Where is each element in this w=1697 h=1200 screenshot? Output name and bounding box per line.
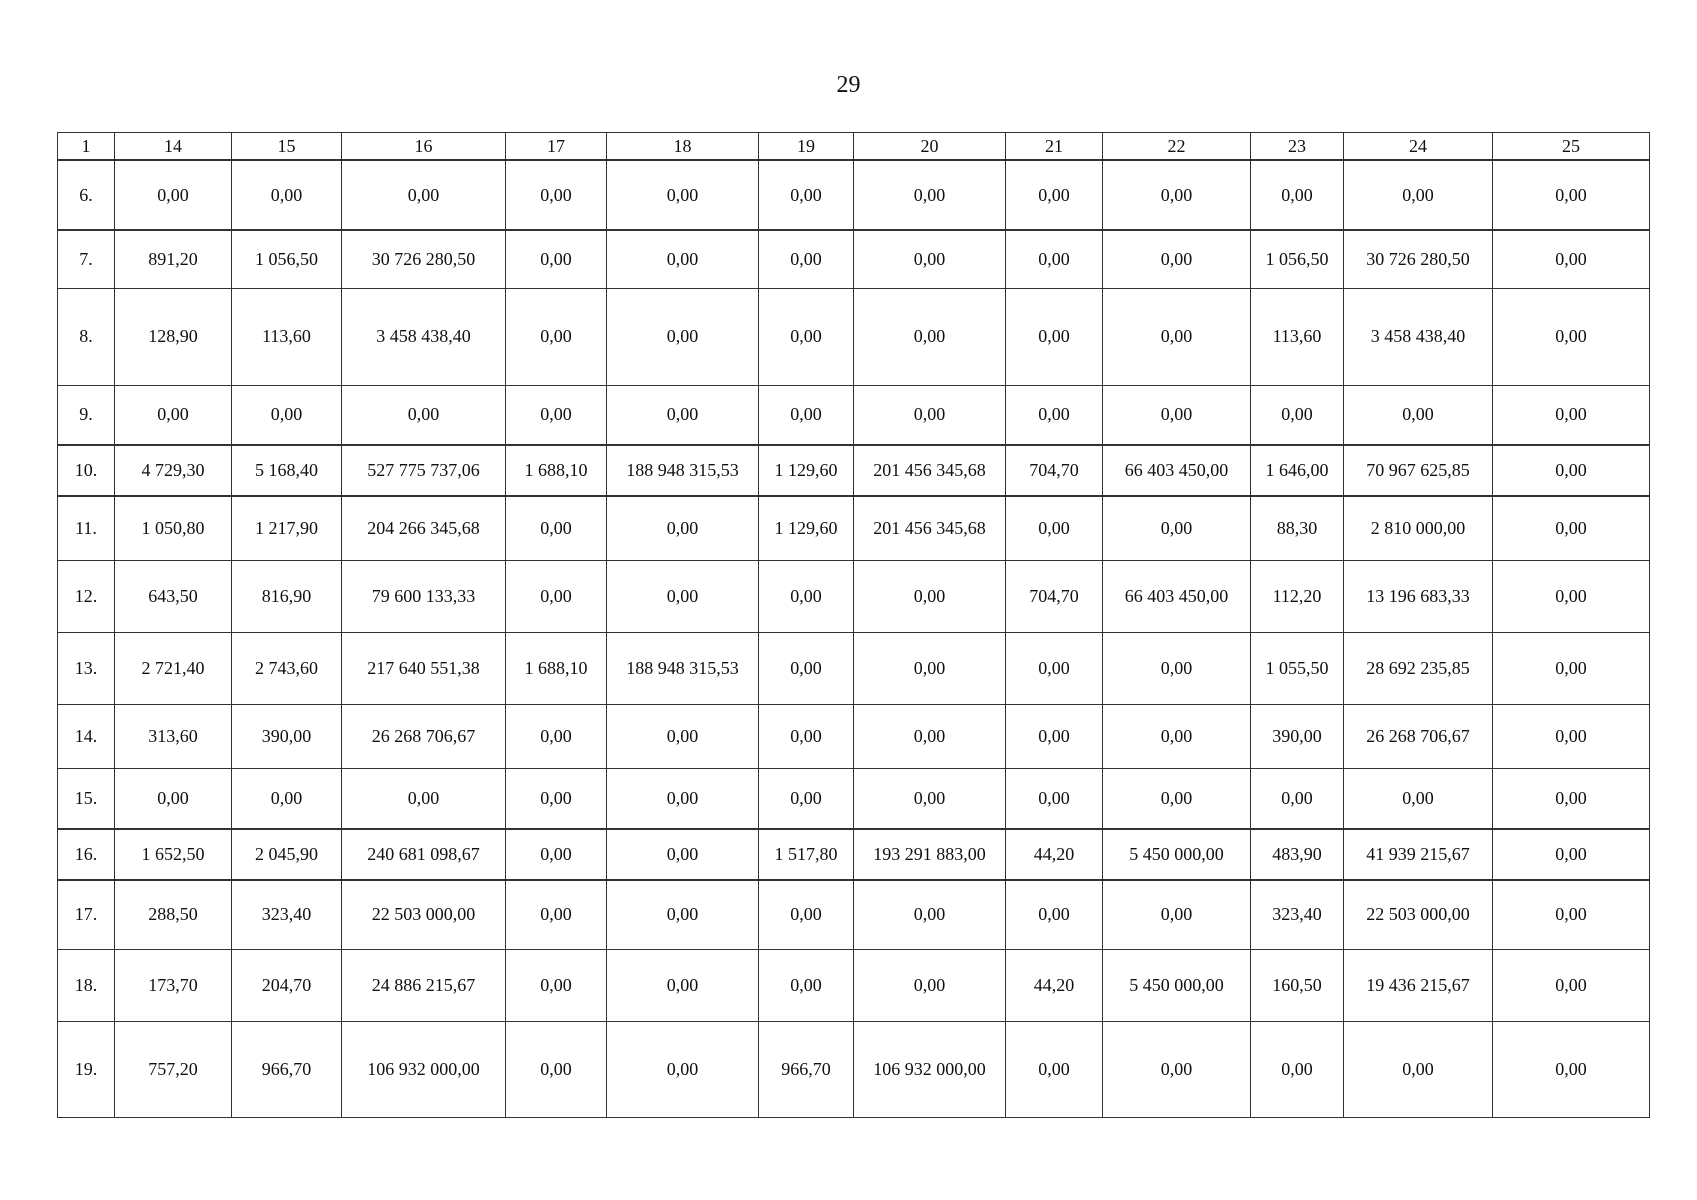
table-cell: 0,00 [854,385,1006,445]
row-number-cell: 9. [58,385,115,445]
table-cell: 891,20 [115,230,232,288]
page-number: 29 [836,72,861,98]
table-cell: 0,00 [1103,288,1251,385]
table-cell: 0,00 [1006,632,1103,704]
table-cell: 0,00 [854,632,1006,704]
table-cell: 188 948 315,53 [607,445,759,496]
table-cell: 1 129,60 [759,496,854,560]
table-cell: 0,00 [607,560,759,632]
table-cell: 0,00 [1251,768,1344,829]
table-cell: 188 948 315,53 [607,632,759,704]
table-cell: 30 726 280,50 [342,230,506,288]
column-header-24: 24 [1344,133,1493,161]
table-cell: 0,00 [1006,230,1103,288]
table-cell: 0,00 [1493,496,1650,560]
table-cell: 0,00 [854,560,1006,632]
table-cell: 22 503 000,00 [342,880,506,949]
table-cell: 30 726 280,50 [1344,230,1493,288]
table-row [58,632,1650,704]
row-number-cell: 7. [58,230,115,288]
table-cell: 128,90 [115,288,232,385]
table-row [58,949,1650,1021]
table-cell: 390,00 [232,704,342,768]
row-number-cell: 14. [58,704,115,768]
table-cell: 26 268 706,67 [1344,704,1493,768]
table-cell: 0,00 [1006,880,1103,949]
table-cell: 201 456 345,68 [854,496,1006,560]
row-number-cell: 16. [58,829,115,880]
table-cell: 1 646,00 [1251,445,1344,496]
table-row [58,880,1650,949]
table-cell: 0,00 [1344,385,1493,445]
column-header-14: 14 [115,133,232,161]
column-header-20: 20 [854,133,1006,161]
table-cell: 106 932 000,00 [342,1021,506,1117]
table-cell: 0,00 [1006,385,1103,445]
table-cell: 0,00 [854,949,1006,1021]
table-cell: 0,00 [342,385,506,445]
table-cell: 0,00 [1493,160,1650,230]
table-cell: 1 050,80 [115,496,232,560]
table-cell: 0,00 [1493,704,1650,768]
table-cell: 0,00 [759,880,854,949]
row-number-cell: 19. [58,1021,115,1117]
table-cell: 1 055,50 [1251,632,1344,704]
table-cell: 0,00 [506,230,607,288]
table-cell: 217 640 551,38 [342,632,506,704]
table-cell: 240 681 098,67 [342,829,506,880]
column-header-18: 18 [607,133,759,161]
table-cell: 106 932 000,00 [854,1021,1006,1117]
table-cell: 0,00 [1103,1021,1251,1117]
table-cell: 0,00 [1493,829,1650,880]
table-cell: 0,00 [232,160,342,230]
table-cell: 5 450 000,00 [1103,949,1251,1021]
column-header-17: 17 [506,133,607,161]
column-header-19: 19 [759,133,854,161]
table-cell: 0,00 [115,160,232,230]
table-cell: 0,00 [506,160,607,230]
table-cell: 1 652,50 [115,829,232,880]
data-table [57,132,1650,1118]
table-cell: 0,00 [506,1021,607,1117]
table-cell: 0,00 [506,704,607,768]
table-cell: 757,20 [115,1021,232,1117]
table-cell: 0,00 [1493,445,1650,496]
table-cell: 0,00 [1493,768,1650,829]
table-cell: 113,60 [1251,288,1344,385]
table-cell: 44,20 [1006,949,1103,1021]
table-cell: 483,90 [1251,829,1344,880]
table-cell: 1 056,50 [1251,230,1344,288]
table-cell: 0,00 [1493,880,1650,949]
table-row [58,160,1650,230]
table-cell: 313,60 [115,704,232,768]
table-cell: 0,00 [854,288,1006,385]
table-cell: 288,50 [115,880,232,949]
table-cell: 0,00 [506,496,607,560]
table-cell: 0,00 [506,385,607,445]
table-cell: 0,00 [115,768,232,829]
table-cell: 1 056,50 [232,230,342,288]
table-header-row [58,133,1650,161]
table-cell: 390,00 [1251,704,1344,768]
table-cell: 0,00 [759,385,854,445]
table-cell: 0,00 [506,880,607,949]
row-number-cell: 18. [58,949,115,1021]
table-cell: 0,00 [854,768,1006,829]
column-header-22: 22 [1103,133,1251,161]
table-cell: 0,00 [506,288,607,385]
table-cell: 0,00 [115,385,232,445]
table-cell: 816,90 [232,560,342,632]
table-cell: 0,00 [1103,385,1251,445]
table-cell: 0,00 [607,385,759,445]
row-number-cell: 11. [58,496,115,560]
table-cell: 0,00 [506,768,607,829]
table-cell: 41 939 215,67 [1344,829,1493,880]
table-cell: 0,00 [607,768,759,829]
table-cell: 0,00 [1251,385,1344,445]
table-cell: 79 600 133,33 [342,560,506,632]
table-cell: 0,00 [1006,1021,1103,1117]
column-header-25: 25 [1493,133,1650,161]
table-cell: 527 775 737,06 [342,445,506,496]
table-cell: 13 196 683,33 [1344,560,1493,632]
table-cell: 1 517,80 [759,829,854,880]
table-cell: 3 458 438,40 [1344,288,1493,385]
table-cell: 0,00 [854,160,1006,230]
table-cell: 0,00 [1103,768,1251,829]
table-cell: 0,00 [759,230,854,288]
table-cell: 704,70 [1006,445,1103,496]
table-cell: 0,00 [1006,768,1103,829]
row-number-cell: 12. [58,560,115,632]
table-cell: 0,00 [607,829,759,880]
table-cell: 201 456 345,68 [854,445,1006,496]
table-cell: 88,30 [1251,496,1344,560]
table-cell: 0,00 [1103,880,1251,949]
column-header-16: 16 [342,133,506,161]
table-row [58,1021,1650,1117]
table-cell: 0,00 [759,704,854,768]
table-cell: 323,40 [1251,880,1344,949]
table-cell: 0,00 [607,160,759,230]
row-number-cell: 8. [58,288,115,385]
table-cell: 0,00 [759,560,854,632]
row-number-cell: 6. [58,160,115,230]
table-cell: 0,00 [759,288,854,385]
table-cell: 0,00 [1344,768,1493,829]
table-cell: 0,00 [607,230,759,288]
table-cell: 704,70 [1006,560,1103,632]
row-number-cell: 15. [58,768,115,829]
table-cell: 323,40 [232,880,342,949]
table-cell: 0,00 [1006,160,1103,230]
table-cell: 0,00 [1344,160,1493,230]
table-cell: 0,00 [1493,288,1650,385]
table-cell: 0,00 [1103,230,1251,288]
table-cell: 0,00 [1493,560,1650,632]
table-cell: 0,00 [342,768,506,829]
table-cell: 966,70 [759,1021,854,1117]
table-cell: 22 503 000,00 [1344,880,1493,949]
table-cell: 0,00 [854,704,1006,768]
table-cell: 0,00 [759,160,854,230]
table-cell: 643,50 [115,560,232,632]
table-cell: 5 450 000,00 [1103,829,1251,880]
table-cell: 0,00 [854,880,1006,949]
table-cell: 0,00 [1493,1021,1650,1117]
table-cell: 966,70 [232,1021,342,1117]
table-cell: 66 403 450,00 [1103,560,1251,632]
table-cell: 0,00 [1493,632,1650,704]
table-cell: 0,00 [759,632,854,704]
table-cell: 2 810 000,00 [1344,496,1493,560]
table-cell: 0,00 [1103,704,1251,768]
table-cell: 0,00 [506,560,607,632]
table-cell: 0,00 [854,230,1006,288]
table-cell: 0,00 [607,949,759,1021]
table-cell: 4 729,30 [115,445,232,496]
table-cell: 1 217,90 [232,496,342,560]
table-cell: 1 688,10 [506,445,607,496]
table-cell: 3 458 438,40 [342,288,506,385]
table-cell: 0,00 [506,829,607,880]
table-cell: 0,00 [1251,160,1344,230]
table-cell: 0,00 [232,385,342,445]
table-cell: 0,00 [1006,496,1103,560]
table-cell: 0,00 [607,704,759,768]
table-cell: 173,70 [115,949,232,1021]
table-cell: 0,00 [1103,632,1251,704]
table-cell: 0,00 [1006,704,1103,768]
column-header-23: 23 [1251,133,1344,161]
table-cell: 0,00 [342,160,506,230]
table-cell: 0,00 [1103,496,1251,560]
table-row [58,445,1650,496]
table-cell: 0,00 [607,496,759,560]
table-cell: 66 403 450,00 [1103,445,1251,496]
table-row [58,704,1650,768]
table-row [58,385,1650,445]
table-cell: 0,00 [759,949,854,1021]
table-cell: 0,00 [1006,288,1103,385]
table-cell: 193 291 883,00 [854,829,1006,880]
table-cell: 0,00 [1251,1021,1344,1117]
table-cell: 0,00 [1493,949,1650,1021]
table-cell: 2 721,40 [115,632,232,704]
row-number-cell: 13. [58,632,115,704]
table-row [58,230,1650,288]
table-cell: 0,00 [1103,160,1251,230]
row-number-cell: 10. [58,445,115,496]
table-cell: 2 743,60 [232,632,342,704]
table-cell: 70 967 625,85 [1344,445,1493,496]
table-cell: 0,00 [759,768,854,829]
column-header-21: 21 [1006,133,1103,161]
table-cell: 0,00 [1493,385,1650,445]
table-row [58,768,1650,829]
table-row [58,288,1650,385]
table-cell: 112,20 [1251,560,1344,632]
table-cell: 113,60 [232,288,342,385]
table-cell: 19 436 215,67 [1344,949,1493,1021]
table-cell: 0,00 [607,288,759,385]
column-header-15: 15 [232,133,342,161]
table-body [58,160,1650,1117]
table-row [58,829,1650,880]
table-cell: 0,00 [607,880,759,949]
table-cell: 204 266 345,68 [342,496,506,560]
table-cell: 5 168,40 [232,445,342,496]
table-cell: 160,50 [1251,949,1344,1021]
table-cell: 2 045,90 [232,829,342,880]
table-cell: 24 886 215,67 [342,949,506,1021]
table-cell: 0,00 [607,1021,759,1117]
table-cell: 0,00 [1493,230,1650,288]
table-row [58,560,1650,632]
table-cell: 44,20 [1006,829,1103,880]
table-cell: 1 688,10 [506,632,607,704]
table-cell: 0,00 [506,949,607,1021]
table-cell: 0,00 [232,768,342,829]
table-cell: 0,00 [1344,1021,1493,1117]
table-cell: 26 268 706,67 [342,704,506,768]
column-header-1: 1 [58,133,115,161]
table-cell: 1 129,60 [759,445,854,496]
table-cell: 204,70 [232,949,342,1021]
table-cell: 28 692 235,85 [1344,632,1493,704]
table-row [58,496,1650,560]
row-number-cell: 17. [58,880,115,949]
